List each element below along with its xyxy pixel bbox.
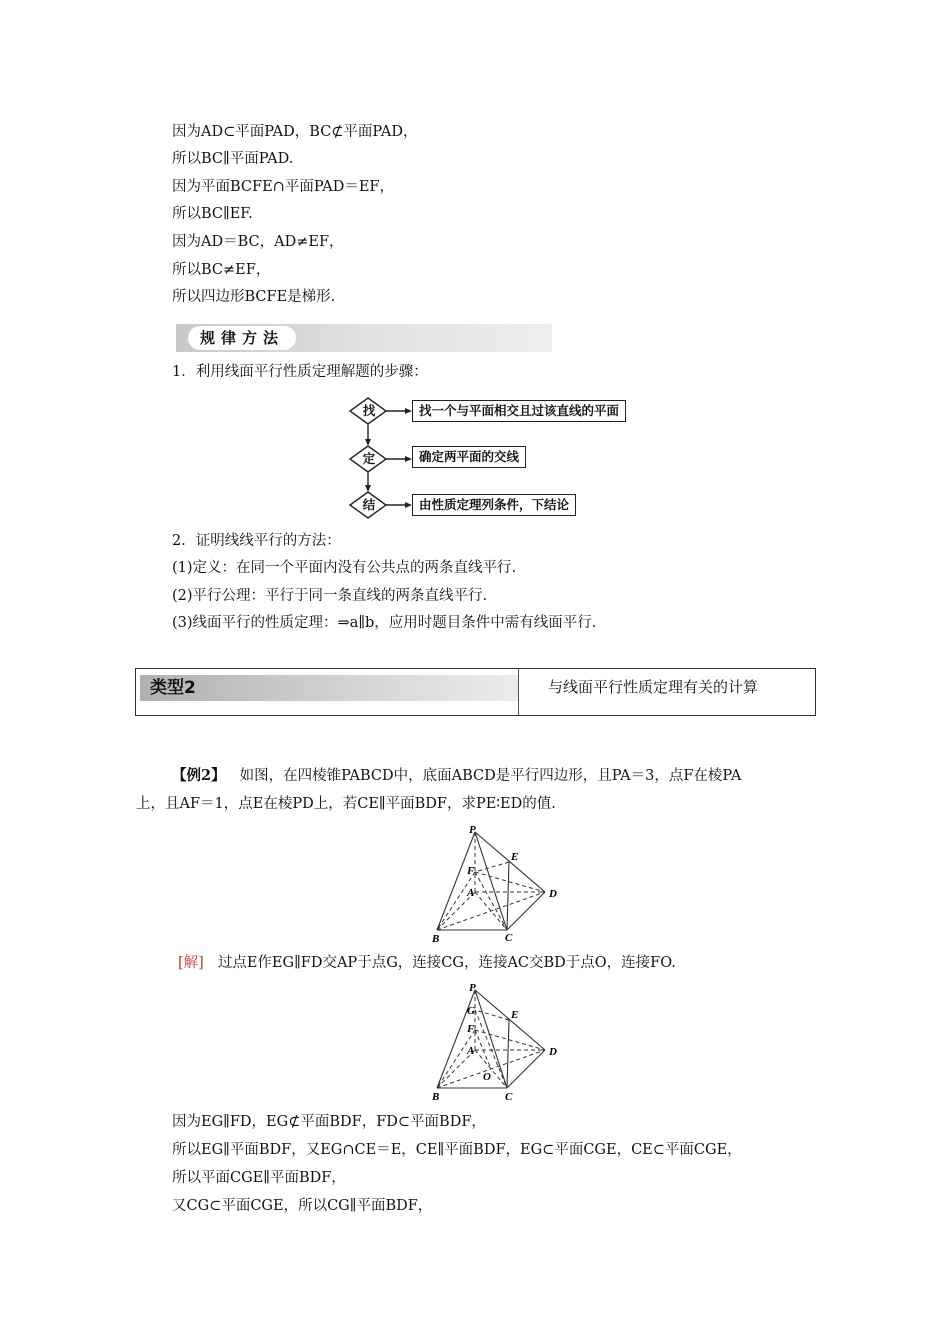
method-1: (1)定义：在同一个平面内没有公共点的两条直线平行. <box>172 560 517 576</box>
edge-CE <box>507 1020 509 1088</box>
type-header-title: 与线面平行性质定理有关的计算 <box>548 678 759 696</box>
solution-line-1: 因为EG∥FD，EG⊄平面BDF，FD⊂平面BDF， <box>172 1114 486 1130</box>
solution-line-4: 又CG⊂平面CGE，所以CG∥平面BDF， <box>172 1198 433 1214</box>
fig1-label-D: D <box>549 888 557 900</box>
edge-CD <box>507 1050 545 1088</box>
type-header-bar <box>140 675 518 701</box>
proof-line-3: 因为平面BCFE∩平面PAD＝EF， <box>172 179 394 195</box>
edge-EF <box>475 862 509 872</box>
fig1-label-F: F <box>467 865 475 877</box>
example-line-1 <box>172 766 741 786</box>
fig2-label-E: E <box>511 1009 519 1021</box>
fig2-label-F: F <box>467 1023 475 1035</box>
flow-box-2: 确定两平面的交线 <box>412 446 526 468</box>
example-tag: 【例2】 <box>172 767 226 784</box>
fig2-label-C: C <box>505 1091 513 1103</box>
proof-line-4: 所以BC∥EF. <box>172 206 253 222</box>
figure-2-pyramid <box>425 982 570 1106</box>
fig1-label-A: A <box>467 887 475 899</box>
example-text-1: 如图，在四棱锥PABCD中，底面ABCD是平行四边形，且PA＝3，点F在棱PA <box>239 768 742 784</box>
proof-line-5: 因为AD＝BC，AD≠EF， <box>172 234 344 250</box>
fig2-label-A: A <box>467 1045 475 1057</box>
method-banner-label: 规律方法 <box>188 326 296 350</box>
fig2-label-G: G <box>467 1005 475 1017</box>
point-1: 1．利用线面平行性质定理解题的步骤： <box>172 364 428 380</box>
proof-line-6: 所以BC≠EF， <box>172 262 271 278</box>
fig1-label-P: P <box>469 824 476 836</box>
proof-line-7: 所以四边形BCFE是梯形. <box>172 289 336 305</box>
flow-key-3: 结 <box>362 497 376 512</box>
edge-CD <box>507 892 545 930</box>
proof-line-2: 所以BC∥平面PAD. <box>172 151 294 167</box>
point-2: 2．证明线线平行的方法： <box>172 533 341 549</box>
edge-FD <box>475 1030 545 1050</box>
type-header-label: 类型2 <box>150 678 196 698</box>
method-2: (2)平行公理：平行于同一条直线的两条直线平行. <box>172 588 488 604</box>
flow-key-2: 定 <box>362 451 376 466</box>
fig2-label-D: D <box>549 1046 557 1058</box>
edge-CE <box>507 862 509 930</box>
proof-line-1: 因为AD⊂平面PAD，BC⊄平面PAD， <box>172 124 418 140</box>
edge-BD <box>437 892 545 930</box>
fig1-label-E: E <box>511 851 519 863</box>
solution-tag: [解] <box>178 955 204 971</box>
edge-PD <box>475 990 545 1050</box>
figure-1-pyramid <box>425 824 570 946</box>
fig2-label-O: O <box>483 1071 491 1083</box>
example-line-2: 上，且AF＝1，点E在棱PD上，若CE∥平面BDF，求PE∶ED的值. <box>136 796 556 812</box>
solution-line-2: 所以EG∥平面BDF，又EG∩CE＝E，CE∥平面BDF，EG⊂平面CGE，CE⊂平面CGE， <box>172 1142 742 1158</box>
fig2-label-P: P <box>469 982 476 994</box>
flow-box-3: 由性质定理列条件，下结论 <box>412 494 576 516</box>
fig2-label-B: B <box>432 1091 440 1103</box>
edge-FD <box>475 872 545 892</box>
edge-PD <box>475 832 545 892</box>
fig1-label-C: C <box>505 932 513 944</box>
flow-box-1: 找一个与平面相交且过该直线的平面 <box>412 400 626 422</box>
solution-line <box>178 953 676 973</box>
edge-GC <box>475 1010 507 1088</box>
flow-key-1: 找 <box>362 403 376 418</box>
solution-text: 过点E作EG∥FD交AP于点G，连接CG，连接AC交BD于点O，连接FO. <box>217 955 676 971</box>
fig1-label-B: B <box>432 933 440 945</box>
method-3: (3)线面平行的性质定理：⇒a∥b，应用时题目条件中需有线面平行. <box>172 615 597 631</box>
solution-line-3: 所以平面CGE∥平面BDF， <box>172 1170 346 1186</box>
type-header-divider <box>518 668 519 715</box>
